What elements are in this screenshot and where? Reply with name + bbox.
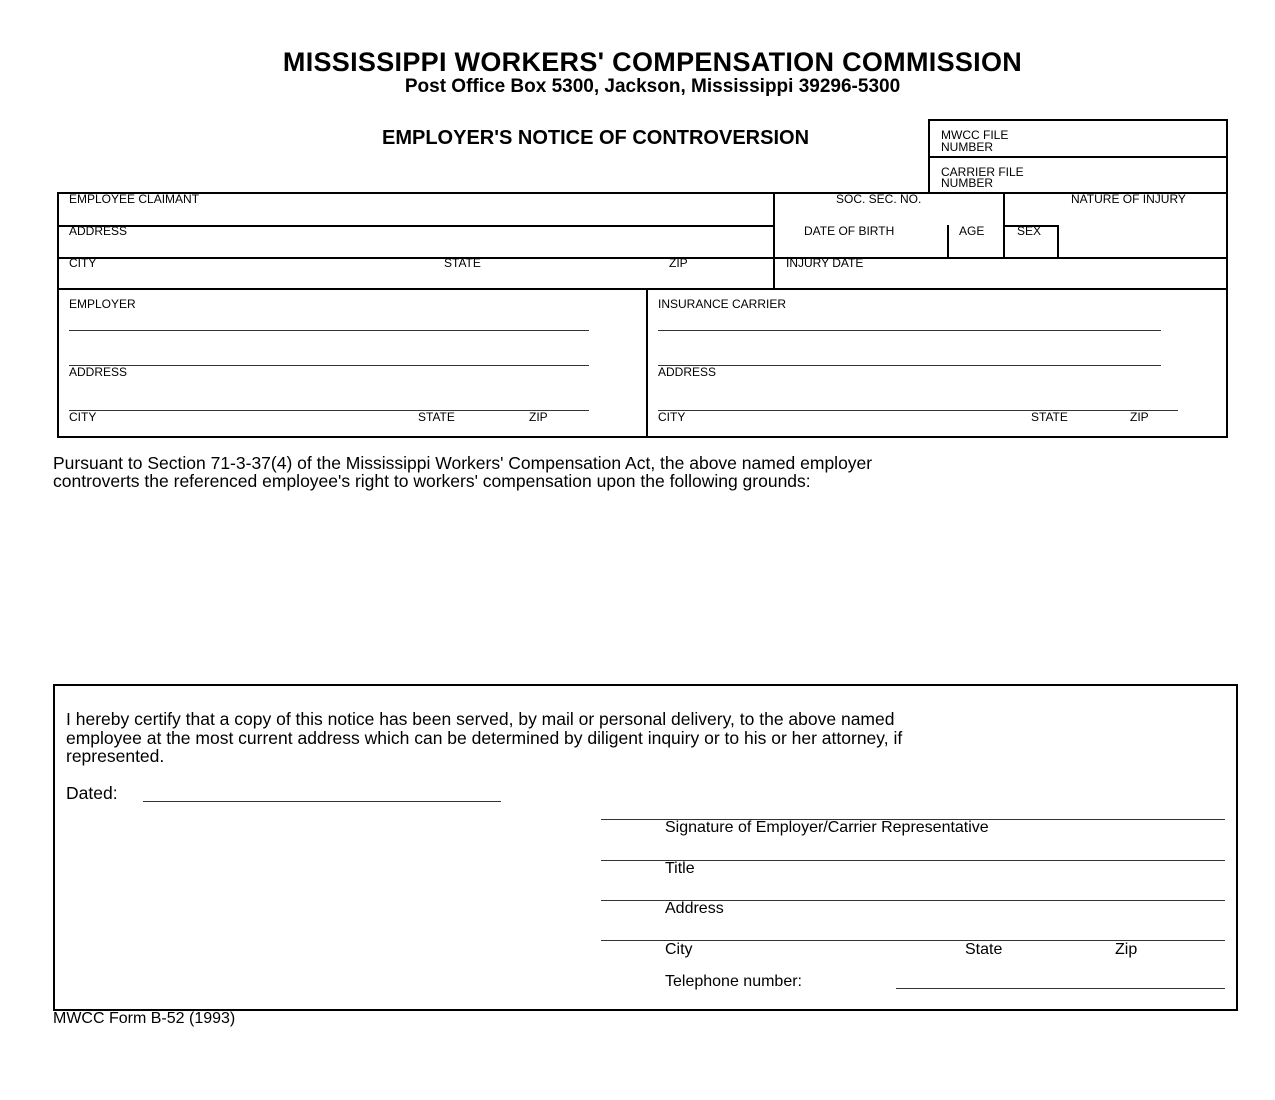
claimant-col-divider-main [773,192,775,290]
grounds-area[interactable] [53,495,1238,675]
claimant-row-divider-1 [57,225,775,227]
dated-field[interactable] [143,801,501,802]
carrier-zip-label: ZIP [1130,410,1149,424]
statement-line-1: Pursuant to Section 71-3-37(4) of the Mississippi Workers' Compensation Act, the above named employer [53,453,873,473]
form-id: MWCC Form B-52 (1993) [53,1010,236,1027]
city-label: City [665,941,693,958]
certification-line-2: employee at the most current address which can be determined by diligent inquiry or to his or her attorney, if [66,728,903,748]
state-label: State [965,941,1003,958]
employer-carrier-divider [646,288,648,438]
nature-of-injury-label: NATURE OF INJURY [1071,192,1186,206]
claimant-col-divider-sex-right [1057,225,1059,258]
title-label: Title [665,860,695,877]
employee-claimant-label: EMPLOYEE CLAIMANT [69,192,200,206]
age-label: AGE [959,224,985,238]
insurance-carrier-label: INSURANCE CARRIER [658,297,787,311]
employer-zip-label: ZIP [529,410,548,424]
commission-title: MISSISSIPPI WORKERS' COMPENSATION COMMISSION [282,47,1023,77]
claimant-address-label: ADDRESS [69,224,128,238]
date-of-birth-label: DATE OF BIRTH [804,224,895,238]
signature-label: Signature of Employer/Carrier Representative [665,819,989,836]
soc-sec-no-label: SOC. SEC. NO. [836,192,922,206]
certification-line-3: represented. [66,746,165,766]
telephone-field[interactable] [896,988,1225,989]
employer-address-label: ADDRESS [69,365,128,379]
claimant-col-divider-dob [947,225,949,258]
employer-state-label: STATE [418,410,455,424]
telephone-label: Telephone number: [665,973,802,990]
injury-date-label: INJURY DATE [786,256,864,270]
mwcc-file-label-2: NUMBER [941,140,994,154]
carrier-name-line[interactable] [658,330,1161,331]
employer-label: EMPLOYER [69,297,136,311]
claimant-city-label: CITY [69,256,97,270]
employer-name-line[interactable] [69,330,589,331]
carrier-file-label-2: NUMBER [941,176,994,190]
employer-name-line-2[interactable] [69,365,589,366]
certification-line-1: I hereby certify that a copy of this notice has been served, by mail or personal delivery, to the above named [66,709,895,729]
carrier-state-label: STATE [1031,410,1068,424]
carrier-name-line-2[interactable] [658,365,1161,366]
employer-address-line[interactable] [69,410,589,411]
dated-label: Dated: [66,783,118,803]
employer-city-label: CITY [69,410,97,424]
form-title: EMPLOYER'S NOTICE OF CONTROVERSION [382,127,810,149]
claimant-state-label: STATE [444,256,481,270]
sex-label: SEX [1017,224,1042,238]
mwcc-file-label-1: MWCC FILE [941,128,1009,142]
claimant-zip-label: ZIP [669,256,688,270]
address-label: Address [665,900,724,917]
statement-line-2: controverts the referenced employee's right to workers' compensation upon the following grounds: [53,471,811,491]
commission-address: Post Office Box 5300, Jackson, Mississippi 39296-5300 [404,76,901,97]
carrier-city-label: CITY [658,410,686,424]
carrier-address-line[interactable] [658,410,1178,411]
zip-label: Zip [1115,941,1138,958]
carrier-address-label: ADDRESS [658,365,717,379]
carrier-file-label-1: CARRIER FILE [941,165,1024,179]
claimant-row-divider-2 [57,257,1228,259]
claimant-section [57,192,1228,290]
